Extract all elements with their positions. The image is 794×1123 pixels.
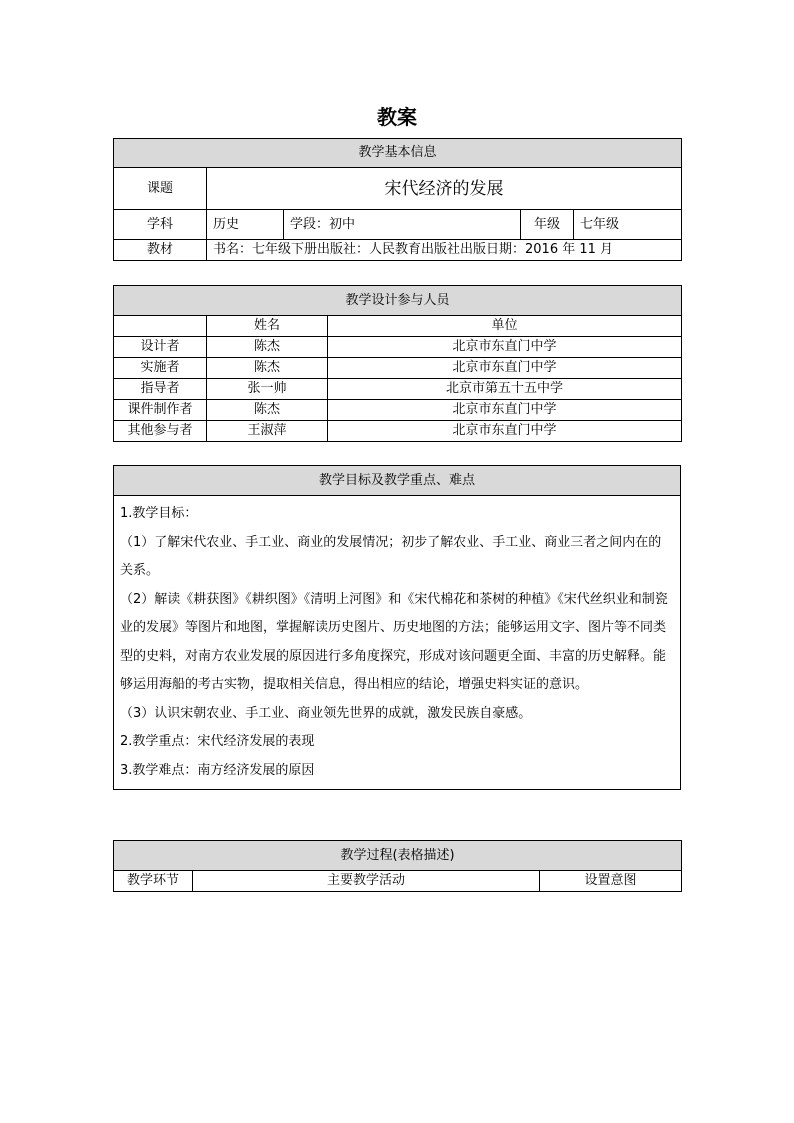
goals-line: （1）了解宋代农业、手工业、商业的发展情况；初步了解农业、手工业、商业三者之间内在的关系。	[120, 534, 662, 578]
participant-row	[114, 337, 682, 358]
process-header: 教学过程(表格描述)	[114, 841, 682, 871]
process-table	[113, 840, 682, 892]
grade-value: 七年级	[574, 210, 682, 240]
participant-role: 指导者	[114, 379, 207, 400]
participant-role: 设计者	[114, 337, 207, 358]
participants-table	[113, 285, 682, 442]
textbook-value: 书名：七年级下册出版社：人民教育出版社出版日期：2016 年 11 月	[207, 240, 682, 261]
participant-name: 陈杰	[207, 400, 328, 421]
participant-role: 实施者	[114, 358, 207, 379]
participant-unit: 北京市东直门中学	[328, 337, 682, 358]
subject-value: 历史	[207, 210, 284, 240]
participant-unit: 北京市东直门中学	[328, 400, 682, 421]
column-header-name: 姓名	[207, 316, 328, 337]
goals-line: （2）解读《耕获图》《耕织图》《清明上河图》和《宋代棉花和茶树的种植》《宋代丝织业和制瓷业的发展》等图片和地图，掌握解读历史图片、历史地图的方法；能够运用文字、图片等不同类型的史料，对南方农业发展的原因进行多角度探究，形成对该问题更全面、丰富的历史解释。能够运用海船的考古实物，提取相关信息，得出相应的结论，增强史料实证的意识。	[120, 591, 668, 692]
goals-table	[113, 465, 681, 790]
textbook-label: 教材	[114, 240, 207, 261]
goals-line: 3.教学难点：南方经济发展的原因	[120, 762, 315, 778]
participant-role: 其他参与者	[114, 421, 207, 442]
column-header-intent: 设置意图	[540, 871, 682, 892]
participant-row	[114, 400, 682, 421]
participant-row	[114, 358, 682, 379]
column-header-step: 教学环节	[114, 871, 193, 892]
stage-text: 学段：初中	[284, 210, 521, 240]
participant-name: 王淑萍	[207, 421, 328, 442]
participant-row	[114, 379, 682, 400]
column-header-activity: 主要教学活动	[193, 871, 540, 892]
participant-name: 张一帅	[207, 379, 328, 400]
participant-name: 陈杰	[207, 358, 328, 379]
document-title: 教案	[377, 105, 417, 129]
participants-header: 教学设计参与人员	[114, 286, 682, 316]
participant-unit: 北京市第五十五中学	[328, 379, 682, 400]
participant-row	[114, 421, 682, 442]
goals-header: 教学目标及教学重点、难点	[114, 466, 681, 496]
participant-unit: 北京市东直门中学	[328, 358, 682, 379]
participant-name: 陈杰	[207, 337, 328, 358]
grade-label: 年级	[521, 210, 574, 240]
goals-line: 2.教学重点：宋代经济发展的表现	[120, 734, 315, 749]
subject-label: 学科	[114, 210, 207, 240]
basic-info-header: 教学基本信息	[114, 139, 682, 168]
basic-info-table	[113, 138, 682, 261]
topic-label: 课题	[114, 168, 207, 210]
goals-content	[114, 496, 681, 790]
participant-role: 课件制作者	[114, 400, 207, 421]
goals-line: 1.教学目标：	[120, 506, 198, 521]
goals-line: （3）认识宋朝农业、手工业、商业领先世界的成就，激发民族自豪感。	[120, 705, 532, 721]
participant-unit: 北京市东直门中学	[328, 421, 682, 442]
column-header-unit: 单位	[328, 316, 682, 337]
topic-value: 宋代经济的发展	[207, 168, 682, 210]
